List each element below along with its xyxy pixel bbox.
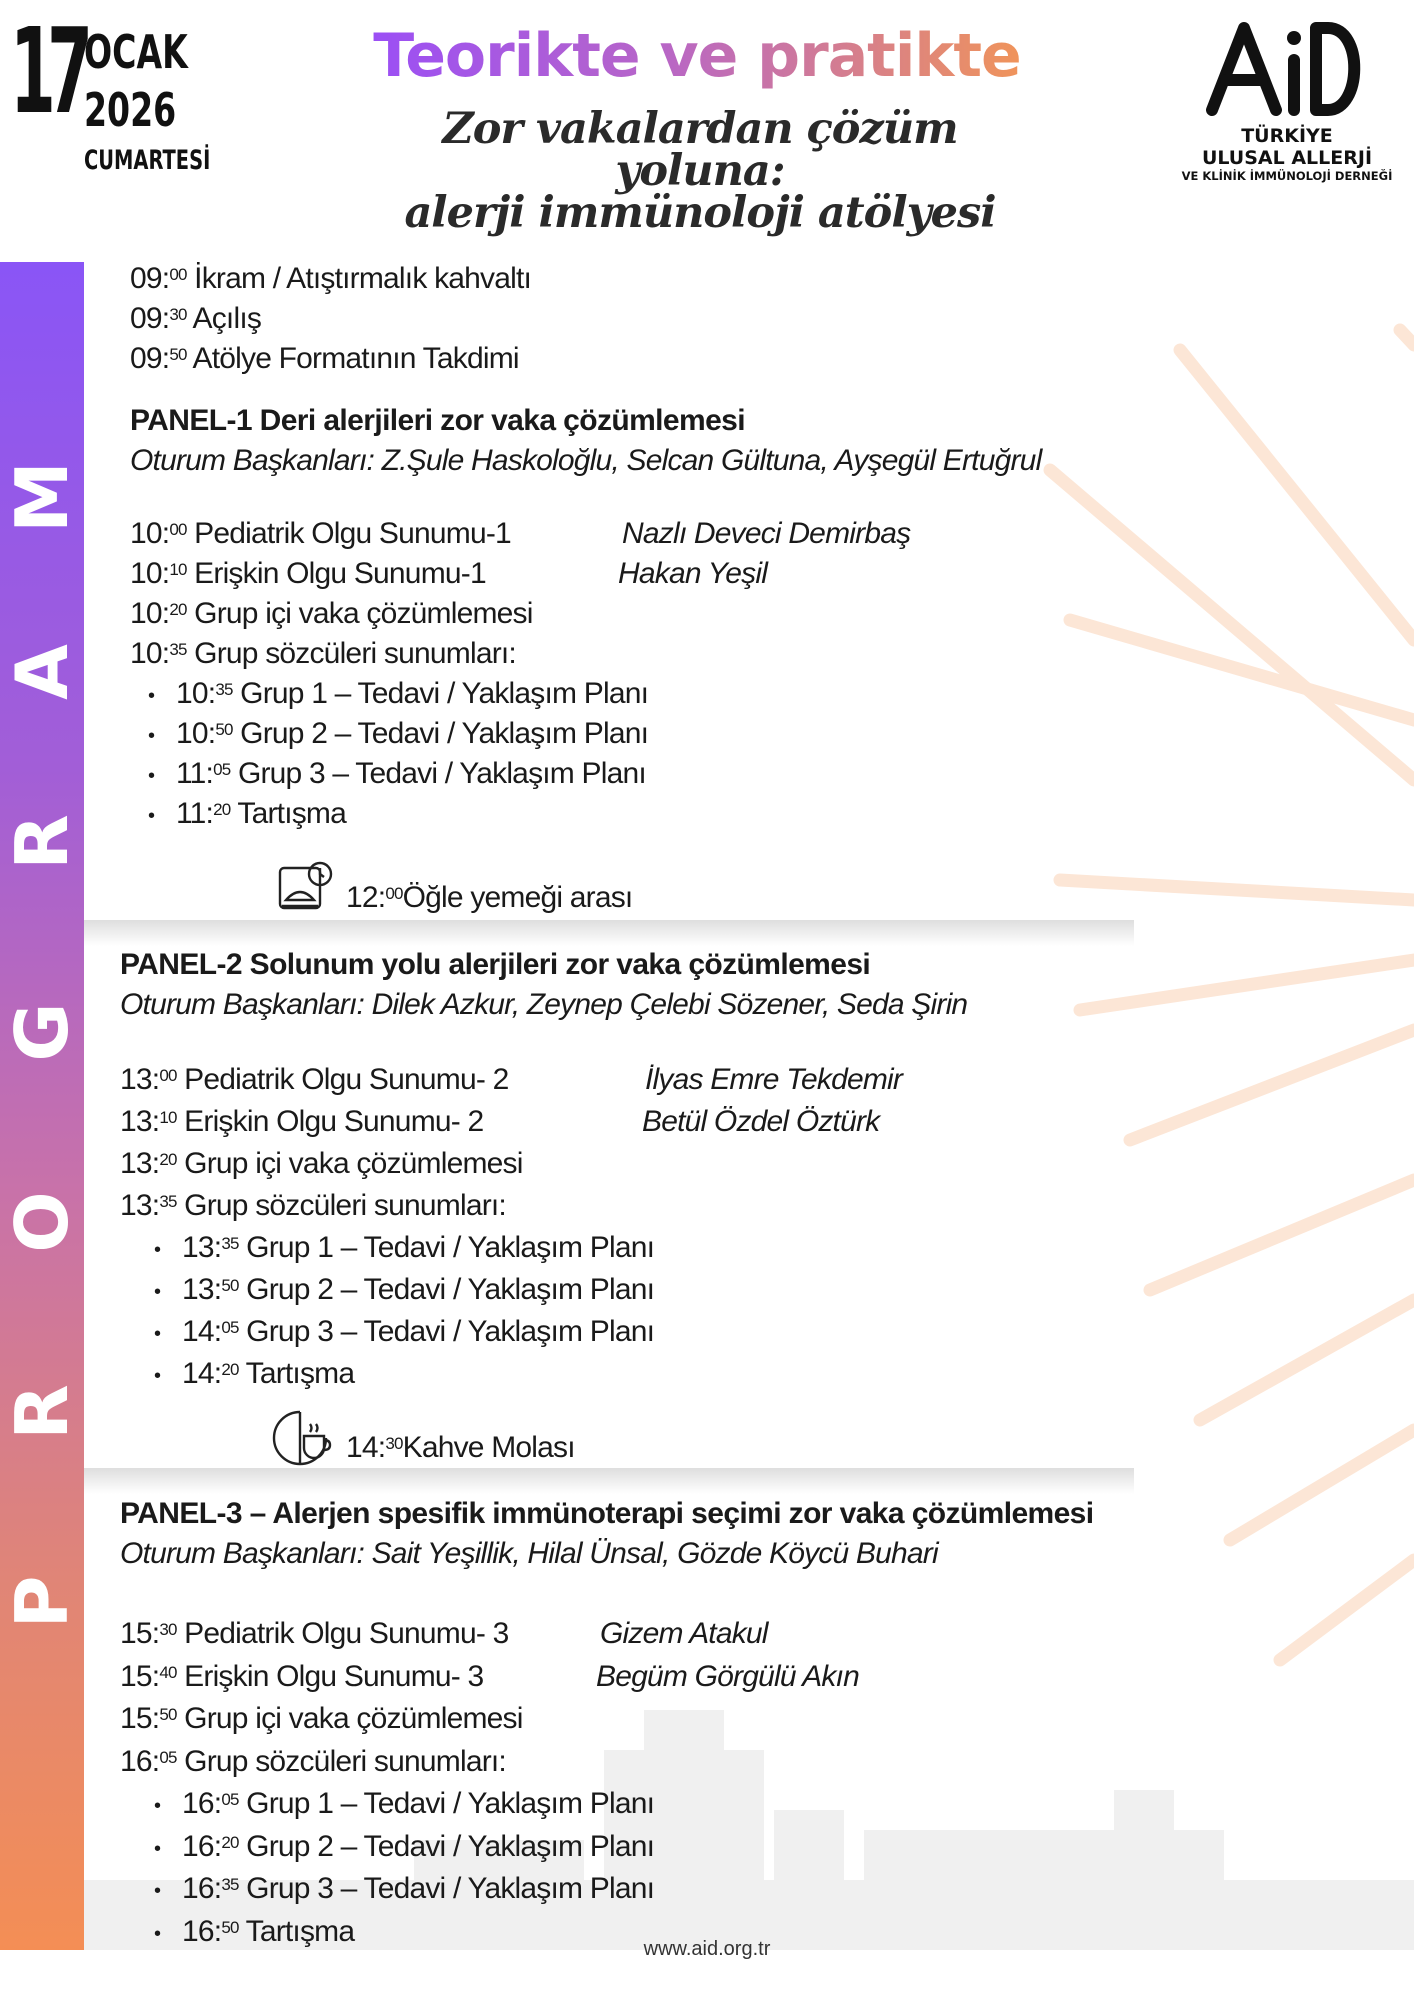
speaker-name: Gizem Atakul [600, 1617, 768, 1650]
aid-logo-mark [1202, 18, 1372, 118]
coffee-break: 14:$^{30}$Kahve Molası [346, 1431, 575, 1464]
panel-3 [120, 1494, 1094, 1574]
panel-3-talks [120, 1613, 1020, 1953]
side-letter-p: P [0, 1575, 84, 1629]
list-item: • 16:$^{20}$ Grup 2 – Tedavi / Yaklaşım Planı [182, 1826, 1020, 1869]
list-item: • 11:$^{20}$ Tartışma [176, 794, 1030, 834]
schedule-row: 10:$^{35}$ Grup sözcüleri sunumları: [130, 637, 516, 670]
panel-chairs: Oturum Başkanları: Z.Şule Haskoloğlu, Selcan Gültuna, Ayşegül Ertuğrul [130, 444, 1042, 477]
event-year: 2026 [84, 83, 177, 137]
list-item: • 16:$^{35}$ Grup 3 – Tedavi / Yaklaşım Planı [182, 1868, 1020, 1911]
lunch-icon [276, 860, 340, 916]
side-letter-m: M [0, 461, 84, 533]
event-day-number: 17 [10, 2, 85, 140]
coffee-clock-icon [266, 1406, 336, 1470]
speaker-name: Betül Özdel Öztürk [642, 1105, 880, 1138]
logo-line-3: VE KLİNİK İMMÜNOLOJİ DERNEĞİ [1181, 169, 1393, 183]
event-subtitle [360, 104, 1040, 238]
panel-title: PANEL-1 Deri alerjileri zor vaka çözümlemesi [130, 404, 745, 437]
aid-logo [1180, 18, 1394, 183]
list-item: • 14:$^{20}$ Tartışma [182, 1353, 1020, 1395]
speaker-name: İlyas Emre Tekdemir [645, 1063, 903, 1096]
schedule-row: 10:$^{20}$ Grup içi vaka çözümlemesi [130, 597, 533, 630]
side-letter-o: O [0, 1191, 84, 1253]
schedule-row: 13:$^{00}$ Pediatrik Olgu Sunumu- 2 İlyas Emre Tekdemir [120, 1059, 1020, 1101]
panel-title: PANEL-2 Solunum yolu alerjileri zor vaka çözümlemesi [120, 948, 871, 981]
lunch-break: 12:$^{00}$Öğle yemeği arası [346, 881, 633, 914]
schedule-row: 16:$^{05}$ Grup sözcüleri sunumları: [120, 1744, 506, 1778]
speaker-name: Nazlı Deveci Demirbaş [622, 517, 911, 550]
schedule-row: 15:$^{50}$ Grup içi vaka çözümlemesi [120, 1702, 523, 1735]
section-divider [84, 1468, 1134, 1494]
subtitle-line-2: alerji immünoloji atölyesi [404, 188, 996, 238]
event-weekday: CUMARTESİ [84, 145, 211, 176]
schedule-row: 10:$^{10}$ Erişkin Olgu Sunumu-1 Hakan Yeşil [130, 554, 1030, 594]
panel-1-talks [130, 514, 1030, 834]
schedule-row: 13:$^{35}$ Grup sözcüleri sunumları: [120, 1189, 506, 1222]
list-item: • 16:$^{50}$ Tartışma [182, 1911, 1020, 1954]
panel-chairs: Oturum Başkanları: Sait Yeşillik, Hilal Ünsal, Gözde Köycü Buhari [120, 1537, 938, 1570]
list-item: • 13:$^{35}$ Grup 1 – Tedavi / Yaklaşım Planı [182, 1227, 1020, 1269]
schedule-row: 13:$^{10}$ Erişkin Olgu Sunumu- 2 Betül Özdel Öztürk [120, 1101, 1020, 1143]
schedule-row: 13:$^{20}$ Grup içi vaka çözümlemesi [120, 1147, 523, 1180]
event-month: OCAK [84, 25, 188, 79]
schedule-row: 10:$^{00}$ Pediatrik Olgu Sunumu-1 Nazlı Deveci Demirbaş [130, 514, 1030, 554]
opening-block [130, 259, 531, 379]
panel-chairs: Oturum Başkanları: Dilek Azkur, Zeynep Çelebi Sözener, Seda Şirin [120, 988, 968, 1021]
panel-title: PANEL-3 – Alerjen spesifik immünoterapi seçimi zor vaka çözümlemesi [120, 1497, 1094, 1530]
list-item: • 14:$^{05}$ Grup 3 – Tedavi / Yaklaşım Planı [182, 1311, 1020, 1353]
side-letter-a: A [0, 644, 84, 700]
subtitle-line-1: Zor vakalardan çözüm yoluna: [442, 104, 958, 196]
speaker-name: Hakan Yeşil [618, 557, 768, 590]
list-item: • 10:$^{35}$ Grup 1 – Tedavi / Yaklaşım Planı [176, 674, 1030, 714]
list-item: • 16:$^{05}$ Grup 1 – Tedavi / Yaklaşım Planı [182, 1783, 1020, 1826]
event-title: Teorikte ve pratikte [373, 21, 1021, 91]
section-divider [84, 920, 1134, 946]
side-letter-g: G [0, 1002, 84, 1062]
panel-2-talks [120, 1059, 1020, 1395]
event-date-block [84, 26, 259, 176]
schedule-row: 15:$^{30}$ Pediatrik Olgu Sunumu- 3 Gizem Atakul [120, 1613, 1020, 1656]
schedule-row: 09:$^{00}$ İkram / Atıştırmalık kahvaltı [130, 262, 532, 295]
list-item: • 11:$^{05}$ Grup 3 – Tedavi / Yaklaşım Planı [176, 754, 1030, 794]
side-letter-r: R [0, 1384, 84, 1440]
speaker-name: Begüm Görgülü Akın [596, 1659, 859, 1693]
panel-2 [120, 945, 967, 1025]
schedule-row: 09:$^{30}$ Açılış [130, 302, 262, 335]
panel-1 [130, 401, 1041, 481]
schedule-row: 15:$^{40}$ Erişkin Olgu Sunumu- 3 Begüm Görgülü Akın [120, 1656, 1020, 1699]
schedule-row: 09:$^{50}$ Atölye Formatının Takdimi [130, 342, 519, 375]
footer-website-link[interactable]: www.aid.org.tr [643, 1938, 771, 1960]
aid-organization-name [1180, 125, 1394, 183]
list-item: • 13:$^{50}$ Grup 2 – Tedavi / Yaklaşım Planı [182, 1269, 1020, 1311]
side-letter-r2: R [0, 814, 84, 870]
list-item: • 10:$^{50}$ Grup 2 – Tedavi / Yaklaşım Planı [176, 714, 1030, 754]
logo-line-1: TÜRKİYE [1241, 125, 1333, 147]
logo-line-2: ULUSAL ALLERJİ [1201, 147, 1373, 169]
